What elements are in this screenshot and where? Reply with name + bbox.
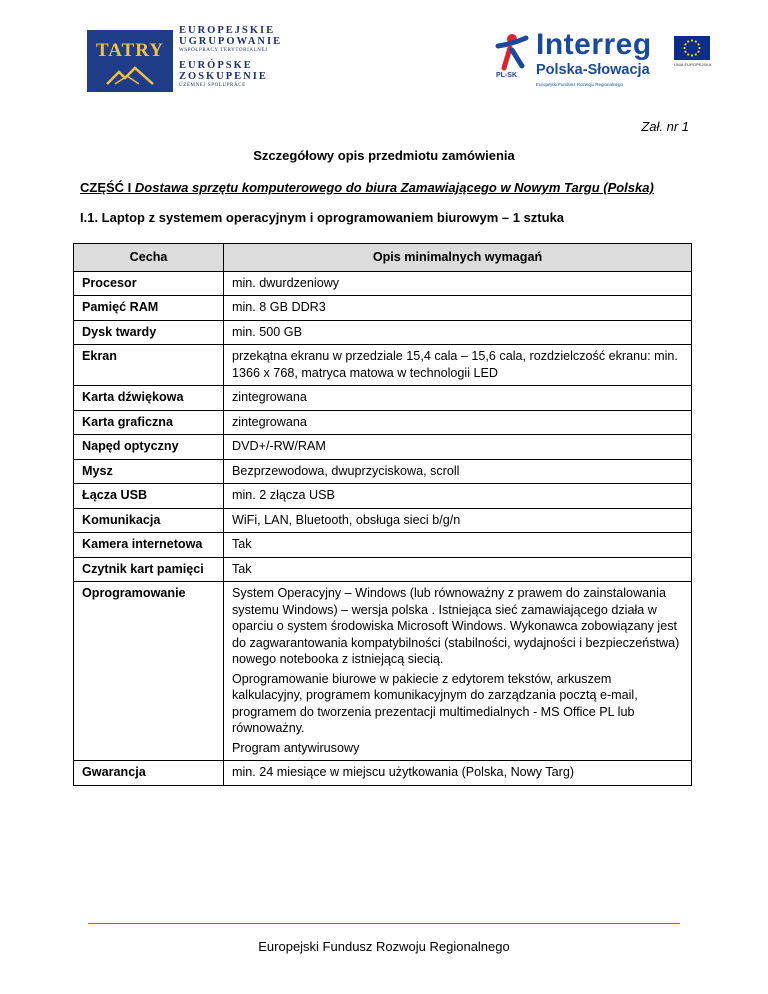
eu-label: UNIA EUROPEJSKA bbox=[674, 62, 712, 67]
table-row bbox=[74, 320, 692, 345]
part-label: CZĘŚĆ I bbox=[80, 180, 132, 195]
description-cell bbox=[224, 761, 692, 786]
table-row bbox=[74, 484, 692, 509]
table-row bbox=[74, 386, 692, 411]
description-paragraph: przekątna ekranu w przedziale 15,4 cala – 15,6 cala, rozdzielczość ekranu: min. 1366 x 768, matryca matowa w technologii LED bbox=[232, 349, 678, 380]
feature-cell: Kamera internetowa bbox=[74, 533, 224, 558]
description-cell bbox=[224, 459, 692, 484]
description-cell bbox=[224, 410, 692, 435]
plsk-figure-icon bbox=[492, 32, 532, 72]
description-paragraph: System Operacyjny – Windows (lub równoważny z prawem do zainstalowania systemu Windows) – wersja polska . Istniejąca sieć zamawiającego działa w oparciu o system środowiska Microsoft Windows. Wykonawca zobowiązany jest do zagwarantowania kompatybilności (stabilności, wydajności i bezpieczeństwa) nowego notebooka z istniejącą siecią. bbox=[232, 586, 680, 666]
description-cell bbox=[224, 345, 692, 386]
description-paragraph: Program antywirusowy bbox=[232, 740, 360, 755]
description-paragraph: min. 500 GB bbox=[232, 324, 302, 339]
footer-divider bbox=[88, 923, 680, 924]
table-row bbox=[74, 508, 692, 533]
egtc-line-2: UGRUPOWANIE bbox=[179, 35, 283, 47]
description-paragraph: min. 8 GB DDR3 bbox=[232, 300, 326, 314]
egtc-line-5: ZOSKUPENIE bbox=[179, 70, 268, 82]
description-paragraph: Tak bbox=[232, 561, 252, 576]
table-row bbox=[74, 761, 692, 786]
egtc-line-4: EURÓPSKE bbox=[179, 60, 253, 71]
col-header-feature: Cecha bbox=[74, 244, 224, 272]
description-cell bbox=[224, 435, 692, 460]
description-cell bbox=[224, 271, 692, 296]
description-paragraph: min. 2 złącza USB bbox=[232, 488, 335, 502]
table-row bbox=[74, 271, 692, 296]
feature-cell: Napęd optyczny bbox=[74, 435, 224, 460]
feature-cell: Dysk twardy bbox=[74, 320, 224, 345]
part-name: Dostawa sprzętu komputerowego do biura Zamawiającego w Nowym Targu (Polska) bbox=[134, 180, 654, 195]
description-cell bbox=[224, 533, 692, 558]
description-paragraph: zintegrowana bbox=[232, 414, 307, 429]
tatry-brand: TATRY bbox=[95, 40, 165, 61]
egtc-name bbox=[179, 26, 282, 88]
footer-text: Europejski Fundusz Rozwoju Regionalnego bbox=[258, 939, 510, 954]
feature-cell: Komunikacja bbox=[74, 508, 224, 533]
egtc-line-3: WSPÓŁPRACY TERYTORIALNEJ bbox=[179, 48, 268, 53]
egtc-line-1: EUROPEJSKIE bbox=[179, 25, 276, 36]
description-paragraph: zintegrowana bbox=[232, 390, 307, 404]
description-cell bbox=[224, 484, 692, 509]
document-title: Szczegółowy opis przedmiotu zamówienia bbox=[253, 148, 515, 163]
description-paragraph: Oprogramowanie biurowe w pakiecie z edytorem tekstów, arkuszem kalkulacyjny, programem komunikacyjnym do zarządzania pocztą e-mail, programem do tworzenia prezentacji multimedialnych - MS Office PL lub równoważny. bbox=[232, 671, 638, 735]
feature-cell: Ekran bbox=[74, 345, 224, 386]
feature-cell: Pamięć RAM bbox=[74, 296, 224, 321]
description-cell bbox=[224, 320, 692, 345]
interreg-wordmark: Interreg bbox=[536, 28, 652, 61]
fund-name-small: Europejski Fundusz Rozwoju Regionalnego bbox=[536, 82, 624, 87]
feature-cell: Karta graficzna bbox=[74, 410, 224, 435]
description-paragraph: min. dwurdzeniowy bbox=[232, 275, 340, 290]
eu-flag-icon bbox=[674, 36, 710, 60]
egtc-line-6: ÚZEMNEJ SPOLUPRÁCE bbox=[179, 83, 246, 88]
tatry-egtc-logo bbox=[87, 26, 287, 96]
table-row bbox=[74, 582, 692, 761]
feature-cell: Gwarancja bbox=[74, 761, 224, 786]
program-name: Polska-Słowacja bbox=[536, 62, 650, 78]
table-row bbox=[74, 557, 692, 582]
description-cell bbox=[224, 296, 692, 321]
mountain-icon bbox=[105, 66, 155, 88]
description-cell bbox=[224, 386, 692, 411]
description-paragraph: Bezprzewodowa, dwuprzyciskowa, scroll bbox=[232, 463, 460, 478]
description-paragraph: min. 24 miesiące w miejscu użytkowania (Polska, Nowy Targ) bbox=[232, 765, 575, 779]
description-paragraph: WiFi, LAN, Bluetooth, obsługa sieci b/g/n bbox=[232, 512, 461, 527]
feature-cell: Oprogramowanie bbox=[74, 582, 224, 761]
description-paragraph: Tak bbox=[232, 537, 252, 551]
feature-cell: Mysz bbox=[74, 459, 224, 484]
spec-table-body bbox=[74, 271, 692, 785]
description-paragraph: DVD+/-RW/RAM bbox=[232, 439, 326, 453]
table-row bbox=[74, 410, 692, 435]
spec-table bbox=[73, 243, 692, 786]
feature-cell: Karta dźwiękowa bbox=[74, 386, 224, 411]
table-row bbox=[74, 533, 692, 558]
section-heading: I.1. Laptop z systemem operacyjnym i oprogramowaniem biurowym – 1 sztuka bbox=[80, 210, 565, 225]
table-row bbox=[74, 435, 692, 460]
table-row bbox=[74, 296, 692, 321]
description-cell bbox=[224, 582, 692, 761]
plsk-label: PL-SK bbox=[496, 72, 517, 79]
col-header-description: Opis minimalnych wymagań bbox=[224, 244, 692, 272]
table-row bbox=[74, 459, 692, 484]
description-cell bbox=[224, 557, 692, 582]
feature-cell: Czytnik kart pamięci bbox=[74, 557, 224, 582]
attachment-number: Zał. nr 1 bbox=[641, 119, 689, 134]
part-heading bbox=[80, 180, 654, 195]
interreg-logo bbox=[492, 28, 712, 98]
feature-cell: Procesor bbox=[74, 271, 224, 296]
feature-cell: Łącza USB bbox=[74, 484, 224, 509]
table-row bbox=[74, 345, 692, 386]
description-cell bbox=[224, 508, 692, 533]
tatry-logo-box bbox=[87, 30, 173, 92]
table-header-row bbox=[74, 244, 692, 272]
